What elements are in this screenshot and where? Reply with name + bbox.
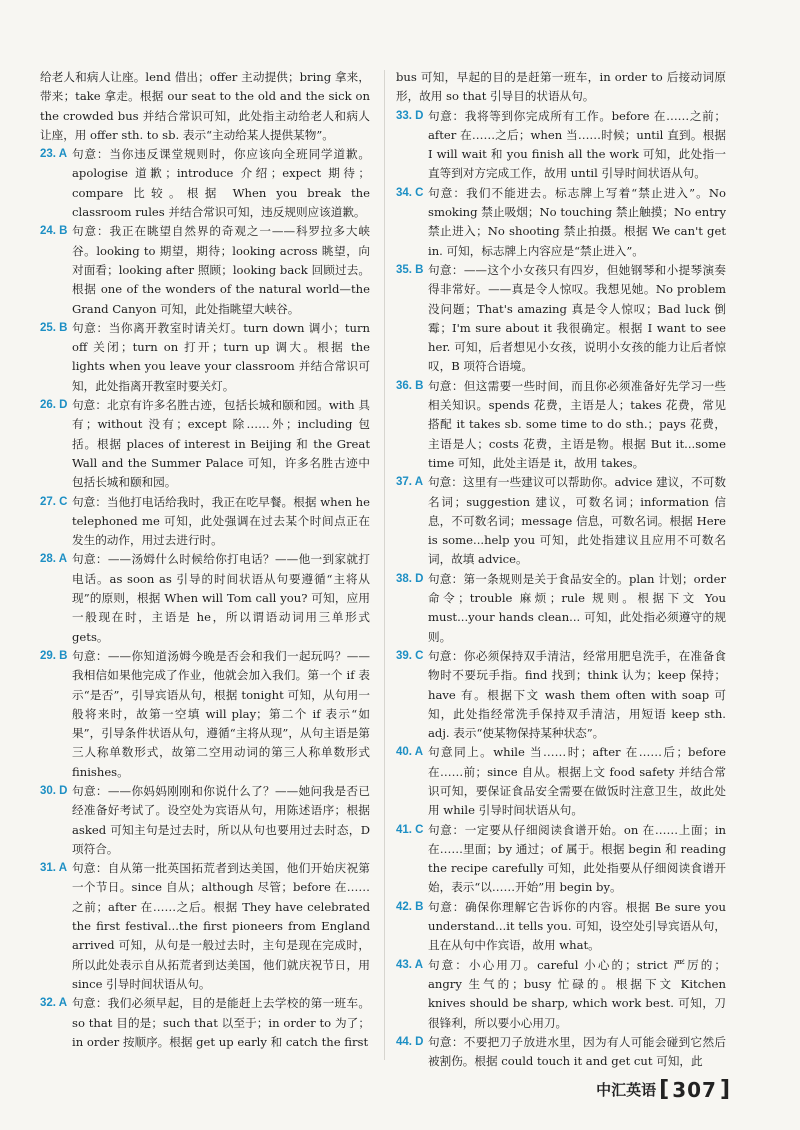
answer-number: 37. A	[396, 476, 424, 489]
answer-explanation: 句意同上。while 当……时；after 在……后；before 在……前；since 自从。根据上文 food safety 并结合常识可知，要保证食品安全需要在做饭时注意卫生，故此处用 while 引导时间状语从句。	[428, 745, 726, 818]
answer-entry	[40, 222, 370, 318]
answer-number: 35. B	[396, 263, 424, 276]
answer-number: 32. A	[40, 997, 68, 1010]
answer-entry	[396, 821, 726, 898]
answer-explanation: 句意：我正在眺望自然界的奇观之一——科罗拉多大峡谷。looking to 期望，期待；looking across 眺望，向对面看；looking after 照顾；looking back 回顾过去。根据 one of the wonders of the natural world—the Grand Canyon 可知，此处指眺望大峡谷。	[72, 224, 370, 316]
answer-explanation: 句意：第一条规则是关于食品安全的。plan 计划；order 命令；trouble 麻烦；rule 规则。根据下文 You must...your hands clean... 可知，此处指必须遵守的规则。	[428, 571, 726, 644]
answer-number: 33. D	[396, 109, 424, 122]
page-bracket-open: [	[659, 1077, 670, 1102]
answer-explanation: 句意：当你违反课堂规则时，你应该向全班同学道歉。apologise 道歉；introduce 介绍；expect 期待；compare 比较。根据 When you break the classroom rules 并结合常识可知，违反规则应该道歉。	[72, 147, 370, 220]
answer-number: 40. A	[396, 746, 424, 759]
answer-entry-continued	[40, 68, 370, 145]
page-number: 307	[672, 1077, 717, 1102]
answer-entry	[396, 184, 726, 261]
answer-entry	[40, 319, 370, 396]
answer-number: 25. B	[40, 321, 68, 334]
answer-entry	[396, 473, 726, 569]
answer-explanation: 句意：确保你理解它告诉你的内容。根据 Be sure you understand...it tells you. 可知，设空处引导宾语从句，且在从句中作宾语，故用 what。	[428, 899, 726, 953]
answer-explanation: 句意：一定要从仔细阅读食谱开始。on 在……上面；in 在……里面；by 通过；of 属于。根据 begin 和 reading the recipe carefully 可知，此处指要从仔细阅读食谱开始，表示“以……开始”用 begin by。	[428, 822, 726, 895]
answer-number: 34. C	[396, 186, 424, 199]
answer-explanation: 句意：我们不能进去。标志牌上写着“禁止进入”。No smoking 禁止吸烟；No touching 禁止触摸；No entry 禁止进入；No shooting 禁止拍摄。根据 We can't get in. 可知，标志牌上内容应是“禁止进入”。	[428, 185, 726, 258]
answer-explanation: 句意：——你妈妈刚刚和你说什么了？——她问我是否已经准备好考试了。设空处为宾语从句，用陈述语序；根据 asked 可知主句是过去时，所以从句也要用过去时态，D 项符合。	[72, 783, 370, 856]
answer-explanation: 句意：当你离开教室时请关灯。turn down 调小；turn off 关闭；turn on 打开；turn up 调大。根据 the lights when you leave your classroom 并结合常识可知，此处指离开教室时要关灯。	[72, 320, 370, 393]
answer-entry	[40, 396, 370, 492]
book-title: 中汇英语	[596, 1081, 657, 1099]
answer-number: 24. B	[40, 225, 68, 238]
answer-explanation: 句意：但这需要一些时间，而且你必须准备好先学习一些相关知识。spends 花费，主语是人；takes 花费，常见搭配 it takes sb. some time to do sth.；pays 花费，主语是人；costs 花费，主语是物。根据 But it...some time 可知，此处主语是 it，故用 takes。	[428, 378, 726, 470]
answer-entry	[396, 898, 726, 956]
answer-entry	[40, 493, 370, 551]
answer-number: 41. C	[396, 823, 424, 836]
answer-entry	[396, 956, 726, 1033]
answer-number: 43. A	[396, 958, 424, 971]
answer-explanation: 句意：你必须保持双手清洁，经常用肥皂洗手，在准备食物时不要玩手指。find 找到；think 认为；keep 保持；have 有。根据下文 wash them often with soap 可知，此处指经常洗手保持双手清洁，用短语 keep sth. adj. 表示“使某物保持某种状态”。	[428, 648, 726, 741]
answer-number: 29. B	[40, 649, 68, 662]
answer-number: 44. D	[396, 1035, 424, 1048]
answer-explanation: 句意：——汤姆什么时候给你打电话？——他一到家就打电话。as soon as 引导的时间状语从句要遵循“主将从现”的原则，根据 When will Tom call you? 可知，应用一般现在时，主语是 he，所以谓语动词用三单形式 gets。	[72, 552, 370, 644]
answer-explanation: 句意：——这个小女孩只有四岁，但她钢琴和小提琴演奏得非常好。——真是令人惊叹。我想见她。No problem 没问题；That's amazing 真是令人惊叹；Bad luck 倒霉；I'm sure about it 我很确定。根据 I want to see her. 可知，后者想见小女孩，说明小女孩的能力让后者惊叹，B 项符合语境。	[428, 262, 726, 374]
answer-explanation: 句意：小心用刀。careful 小心的；strict 严厉的；angry 生气的；busy 忙碌的。根据下文 Kitchen knives should be sharp, which work best. 可知，刀很锋利，所以要小心用刀。	[428, 957, 726, 1030]
answer-entry	[40, 550, 370, 646]
page-footer	[596, 1077, 730, 1102]
answer-entry	[396, 647, 726, 743]
column-divider	[384, 70, 385, 1060]
answer-entry	[396, 1033, 726, 1072]
answer-entry	[40, 782, 370, 859]
answer-number: 36. B	[396, 379, 424, 392]
answer-number: 42. B	[396, 900, 424, 913]
answer-explanation: 句意：——你知道汤姆今晚是否会和我们一起玩吗？——我相信如果他完成了作业，他就会加入我们。第一个 if 表示“是否”，引导宾语从句，根据 tonight 可知，从句用一般将来时，故第一空填 will play；第二个 if 表示“如果”，引导条件状语从句，遵循“主将从现”，从句主语是第三人称单数形式，故第二空用动词的第三人称单数形式 finishes。	[72, 648, 370, 779]
answer-entry	[396, 261, 726, 377]
answer-number: 30. D	[40, 784, 68, 797]
answer-number: 28. A	[40, 553, 68, 566]
answer-entry-continued	[396, 68, 726, 107]
answer-entry	[396, 743, 726, 820]
answer-number: 31. A	[40, 862, 68, 875]
answer-entry	[396, 107, 726, 184]
answer-explanation: 句意：不要把刀子放进水里，因为有人可能会碰到它然后被割伤。根据 could touch it and get cut 可知，此	[428, 1034, 726, 1069]
answer-entry	[396, 570, 726, 647]
answer-entry	[396, 377, 726, 473]
answer-explanation: 句意：自从第一批英国拓荒者到达美国，他们开始庆祝第一个节日。since 自从；although 尽管；before 在……之前；after 在……之后。根据 They have celebrated the first festival...the first pioneers from England arrived 可知，从句是一般过去时，主句是现在完成时，所以此处表示自从拓荒者到达美国，他们就庆祝节日，用 since 引导时间状语从句。	[72, 861, 370, 991]
answer-explanation: 给老人和病人让座。lend 借出；offer 主动提供；bring 拿来，带来；take 拿走。根据 our seat to the old and the sick on the crowded bus 并结合常识可知，此处指主动给老人和病人让座，用 offer sth. to sb. 表示“主动给某人提供某物”。	[40, 70, 370, 142]
answer-entry	[40, 859, 370, 994]
right-column	[396, 68, 726, 1071]
answer-number: 27. C	[40, 495, 68, 508]
answer-entry	[40, 145, 370, 222]
answer-explanation: 句意：这里有一些建议可以帮助你。advice 建议，不可数名词；suggestion 建议，可数名词；information 信息，不可数名词；message 信息，可数名词。根据 Here is some...help you 可知，此处指建议且应用不可数名词，故填 advice。	[428, 475, 726, 567]
left-column	[40, 68, 370, 1052]
answer-number: 39. C	[396, 649, 424, 662]
answer-entry	[40, 647, 370, 782]
answer-entry	[40, 994, 370, 1052]
answer-number: 26. D	[40, 399, 68, 412]
answer-number: 38. D	[396, 572, 424, 585]
answer-explanation: 句意：我们必须早起，目的是能赶上去学校的第一班车。so that 目的是；such that 以至于；in order to 为了；in order 按顺序。根据 get up early 和 catch the first	[72, 996, 370, 1049]
page-bracket-close: ]	[719, 1077, 730, 1102]
answer-explanation: bus 可知，早起的目的是赶第一班车，in order to 后接动词原形，故用 so that 引导目的状语从句。	[396, 70, 726, 104]
answer-number: 23. A	[40, 148, 68, 161]
answer-explanation: 句意：北京有许多名胜古迹，包括长城和颐和园。with 具有；without 没有；except 除……外；including 包括。根据 places of interest in Beijing 和 the Great Wall and the Summer Palace 可知，许多名胜古迹中包括长城和颐和园。	[72, 398, 370, 490]
answer-explanation: 句意：我将等到你完成所有工作。before 在……之前；after 在……之后；when 当……时候；until 直到。根据 I will wait 和 you finish all the work 可知，此处指一直等到对方完成工作，故用 until 引导时间状语从句。	[428, 108, 726, 181]
answer-explanation: 句意：当他打电话给我时，我正在吃早餐。根据 when he telephoned me 可知，此处强调在过去某个时间点正在发生的动作，用过去进行时。	[72, 494, 370, 548]
